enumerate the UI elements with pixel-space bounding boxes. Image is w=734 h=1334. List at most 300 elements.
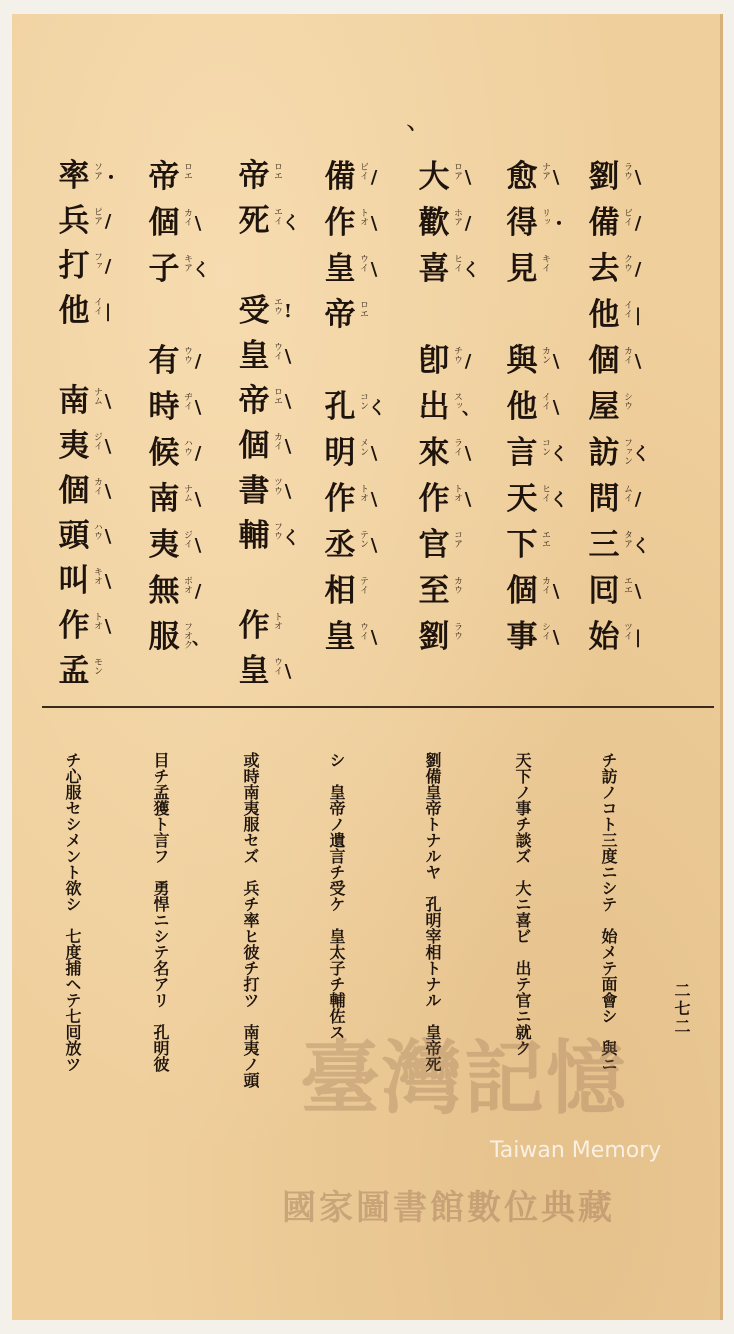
glyph-cell: [410, 522, 480, 568]
reading-annotation: モン: [92, 656, 102, 675]
kanji: 明: [324, 434, 356, 471]
reading-annotation: ボオ: [182, 576, 192, 594]
glyph-cell: [498, 430, 568, 476]
kanji: 始: [588, 618, 620, 655]
glyph-cell: [140, 292, 210, 338]
reading-annotation: ツウ: [272, 476, 282, 495]
tone-mark: \: [284, 391, 292, 412]
tone-mark: く: [462, 260, 480, 281]
tone-mark: !: [284, 301, 292, 322]
reading-annotation: [182, 300, 192, 330]
kanji: 服: [148, 618, 180, 655]
glyph-cell: [410, 476, 480, 522]
kanji: 歡: [418, 204, 450, 241]
glyph-cell: [580, 614, 650, 660]
kanji: 兵: [58, 203, 90, 239]
reading-annotation: ロエ: [272, 161, 282, 180]
watermark-english: Taiwan Memory: [490, 1138, 662, 1163]
kanji: 率: [58, 158, 90, 194]
kanji: 皇: [324, 618, 356, 655]
reading-annotation: イイ: [622, 300, 632, 318]
text-column: [316, 154, 386, 694]
glyph-cell: [230, 424, 300, 469]
text-column: [410, 154, 480, 694]
reading-annotation: カン: [540, 346, 550, 364]
glyph-cell: [230, 334, 300, 379]
reading-annotation: カイ: [272, 431, 282, 450]
kanji: 作: [324, 480, 356, 517]
reading-annotation: [272, 252, 282, 282]
reading-annotation: コン: [358, 392, 368, 410]
reading-annotation: ツイ: [622, 622, 632, 640]
reading-annotation: ライ: [452, 438, 462, 456]
tone-mark: 、: [462, 398, 480, 419]
reading-annotation: [452, 300, 462, 330]
kanji: 夷: [148, 526, 180, 563]
text-column: [230, 154, 300, 694]
tone-mark: \: [552, 166, 560, 188]
kanji: 皇: [238, 338, 270, 374]
kanji: 個: [238, 428, 270, 464]
tone-mark: ・: [102, 167, 120, 189]
tone-mark: く: [550, 444, 568, 465]
glyph-cell: [410, 246, 480, 292]
reading-annotation: ウイ: [358, 622, 368, 640]
tone-mark: \: [370, 258, 378, 280]
glyph-cell: [230, 199, 300, 244]
tone-mark: \: [552, 626, 560, 648]
tone-mark: \: [284, 661, 292, 682]
kanji: 屋: [588, 388, 620, 425]
translation-column: 劉備皇帝トナルヤ 孔明宰相トナル 皇帝死: [423, 752, 442, 1072]
glyph-cell: [140, 522, 210, 568]
glyph-cell: [50, 514, 120, 559]
kanji: 個: [58, 473, 90, 509]
tone-mark: \: [104, 616, 112, 637]
glyph-cell: [50, 649, 120, 694]
kanji: 訪: [588, 434, 620, 471]
kanji: 他: [58, 293, 90, 329]
glyph-cell: [230, 559, 300, 604]
reading-annotation: フオク: [182, 622, 192, 649]
watermark-logo: 臺灣記憶: [300, 1031, 628, 1125]
tone-mark: \: [284, 346, 292, 367]
kanji: 輔: [238, 518, 270, 554]
text-column: [580, 154, 650, 694]
kanji: 官: [418, 526, 450, 563]
translation-column: 目チ孟獲ト言フ 勇悍ニシテ名アリ 孔明彼: [151, 752, 170, 1072]
glyph-cell: [498, 200, 568, 246]
kanji: 出: [418, 388, 450, 425]
tone-mark: \: [552, 350, 560, 372]
glyph-cell: [140, 614, 210, 660]
reading-annotation: トオ: [452, 484, 462, 502]
reading-annotation: カウ: [452, 576, 462, 594]
glyph-cell: [230, 379, 300, 424]
reading-annotation: ジイ: [182, 530, 192, 548]
tone-mark: ・: [550, 214, 568, 235]
kanji: 劉: [418, 618, 450, 655]
kanji: 有: [148, 342, 180, 379]
glyph-cell: [316, 614, 386, 660]
glyph-cell: [410, 614, 480, 660]
tone-mark: \: [104, 391, 112, 412]
tone-mark: く: [632, 536, 650, 557]
glyph-cell: [410, 200, 480, 246]
glyph-cell: [140, 200, 210, 246]
tone-mark: /: [464, 350, 472, 372]
reading-annotation: ホア: [452, 208, 462, 226]
glyph-cell: [316, 568, 386, 614]
tone-mark: |: [634, 304, 642, 326]
glyph-cell: [580, 476, 650, 522]
tone-mark: く: [282, 527, 300, 549]
kanji: 帝: [148, 158, 180, 195]
reading-annotation: ムイ: [622, 484, 632, 502]
reading-annotation: [272, 567, 282, 597]
glyph-cell: [580, 200, 650, 246]
glyph-cell: [316, 200, 386, 246]
glyph-cell: [498, 292, 568, 338]
kanji: 至: [418, 572, 450, 609]
tone-mark: /: [194, 580, 202, 602]
kanji: 夷: [58, 428, 90, 464]
kanji: 受: [238, 293, 270, 329]
kanji: 帝: [324, 296, 356, 333]
reading-annotation: フウ: [272, 521, 282, 540]
glyph-cell: [316, 476, 386, 522]
glyph-cell: [316, 246, 386, 292]
glyph-cell: [498, 154, 568, 200]
kanji: 囘: [588, 572, 620, 609]
glyph-cell: [410, 154, 480, 200]
top-mark: 、: [406, 106, 433, 136]
glyph-cell: [316, 338, 386, 384]
translation-column: 天下ノ事チ談ズ 大ニ喜ビ 出テ官ニ就ク: [513, 752, 532, 1056]
kanji: 得: [506, 204, 538, 241]
glyph-cell: [50, 199, 120, 244]
kanji: 作: [418, 480, 450, 517]
tone-mark: \: [464, 488, 472, 510]
reading-annotation: タア: [622, 530, 632, 548]
reading-annotation: イイ: [92, 296, 102, 315]
reading-annotation: リッ: [540, 208, 550, 226]
text-column: [50, 154, 120, 694]
glyph-cell: [140, 384, 210, 430]
reading-annotation: エエ: [622, 576, 632, 594]
reading-annotation: ロア: [452, 162, 462, 180]
glyph-cell: [580, 292, 650, 338]
kanji: 候: [148, 434, 180, 471]
tone-mark: \: [464, 442, 472, 464]
kanji: 來: [418, 434, 450, 471]
page-number: 二七二: [672, 982, 691, 1036]
glyph-cell: [580, 338, 650, 384]
kanji: 叫: [58, 563, 90, 599]
kanji: 南: [58, 383, 90, 419]
reading-annotation: ジイ: [92, 431, 102, 450]
tone-mark: \: [634, 166, 642, 188]
kanji: 孟: [58, 653, 90, 689]
glyph-cell: [498, 476, 568, 522]
kanji: 他: [588, 296, 620, 333]
kanji: 個: [588, 342, 620, 379]
reading-annotation: キオ: [92, 566, 102, 585]
glyph-cell: [140, 430, 210, 476]
reading-annotation: ウイ: [272, 656, 282, 675]
reading-annotation: トオ: [272, 611, 282, 630]
kanji: 喜: [418, 250, 450, 287]
glyph-cell: [580, 430, 650, 476]
glyph-cell: [50, 469, 120, 514]
reading-annotation: ファン: [622, 438, 632, 465]
kanji: 備: [324, 158, 356, 195]
reading-annotation: カイ: [622, 346, 632, 364]
reading-annotation: ヒイ: [452, 254, 462, 272]
tone-mark: /: [634, 212, 642, 234]
reading-annotation: コン: [540, 438, 550, 456]
reading-annotation: ナア: [540, 162, 550, 180]
reading-annotation: ビイ: [622, 208, 632, 226]
glyph-cell: [316, 292, 386, 338]
tone-mark: 、: [192, 628, 210, 649]
reading-annotation: エウ: [272, 296, 282, 315]
reading-annotation: [540, 300, 550, 330]
translation-column: 或時南夷服セズ 兵チ率ヒ彼チ打ツ 南夷ノ頭: [241, 752, 260, 1088]
reading-annotation: ナム: [92, 386, 102, 405]
tone-mark: く: [192, 260, 210, 281]
tone-mark: \: [370, 442, 378, 464]
kanji: 愈: [506, 158, 538, 195]
tone-mark: \: [284, 436, 292, 457]
tone-mark: \: [370, 534, 378, 556]
reading-annotation: ナム: [182, 484, 192, 502]
tone-mark: /: [464, 212, 472, 234]
tone-mark: /: [104, 211, 112, 232]
kanji: 書: [238, 473, 270, 509]
kanji: 大: [418, 158, 450, 195]
kanji: 孔: [324, 388, 356, 425]
glyph-cell: [50, 424, 120, 469]
tone-mark: \: [552, 396, 560, 418]
glyph-cell: [230, 289, 300, 334]
reading-annotation: ロエ: [272, 386, 282, 405]
tone-mark: く: [368, 398, 386, 419]
kanji: 劉: [588, 158, 620, 195]
glyph-cell: [580, 246, 650, 292]
tone-mark: \: [552, 580, 560, 602]
reading-annotation: ウイ: [358, 254, 368, 272]
tone-mark: /: [370, 166, 378, 188]
kanji: 下: [506, 526, 538, 563]
glyph-cell: [140, 338, 210, 384]
kanji: 頭: [58, 518, 90, 554]
glyph-cell: [580, 384, 650, 430]
translation-column: シ 皇帝ノ遺言チ受ケ 皇太子チ輔佐ス: [327, 752, 346, 1040]
reading-annotation: ロエ: [182, 162, 192, 180]
glyph-cell: [230, 469, 300, 514]
tone-mark: \: [370, 488, 378, 510]
kanji: 帝: [238, 158, 270, 194]
kanji: 三: [588, 526, 620, 563]
kanji: 備: [588, 204, 620, 241]
tone-mark: \: [634, 580, 642, 602]
kanji: 子: [148, 250, 180, 287]
reading-annotation: エイ: [272, 206, 282, 225]
tone-mark: /: [634, 258, 642, 280]
tone-mark: \: [194, 534, 202, 556]
text-column: [498, 154, 568, 694]
reading-annotation: シイ: [540, 622, 550, 640]
glyph-cell: [140, 568, 210, 614]
tone-mark: \: [104, 481, 112, 502]
kanji: 見: [506, 250, 538, 287]
kanji: 個: [506, 572, 538, 609]
watermark-institution: 國家圖書館數位典藏: [282, 1188, 615, 1228]
glyph-cell: [50, 604, 120, 649]
divider-rule: [42, 706, 714, 708]
tone-mark: \: [194, 396, 202, 418]
reading-annotation: ウウ: [182, 346, 192, 364]
kanji: 去: [588, 250, 620, 287]
kanji: 相: [324, 572, 356, 609]
glyph-cell: [498, 338, 568, 384]
kanji: 事: [506, 618, 538, 655]
kanji: 南: [148, 480, 180, 517]
reading-annotation: カイ: [92, 476, 102, 495]
glyph-cell: [316, 430, 386, 476]
glyph-cell: [498, 384, 568, 430]
tone-mark: \: [104, 571, 112, 592]
reading-annotation: カイ: [540, 576, 550, 594]
glyph-cell: [50, 289, 120, 334]
tone-mark: \: [104, 526, 112, 547]
reading-annotation: トオ: [358, 208, 368, 226]
tone-mark: \: [194, 488, 202, 510]
tone-mark: /: [194, 442, 202, 464]
glyph-cell: [316, 154, 386, 200]
tone-mark: く: [632, 444, 650, 465]
reading-annotation: トオ: [358, 484, 368, 502]
tone-mark: \: [194, 212, 202, 234]
reading-annotation: キア: [182, 254, 192, 272]
glyph-cell: [230, 604, 300, 649]
tone-mark: \: [464, 166, 472, 188]
glyph-cell: [140, 154, 210, 200]
kanji: 丞: [324, 526, 356, 563]
glyph-cell: [140, 476, 210, 522]
tone-mark: /: [634, 488, 642, 510]
glyph-cell: [316, 384, 386, 430]
glyph-cell: [410, 338, 480, 384]
reading-annotation: トオ: [92, 611, 102, 630]
reading-annotation: ファ: [92, 251, 102, 270]
tone-mark: \: [284, 481, 292, 502]
glyph-cell: [410, 292, 480, 338]
glyph-cell: [498, 522, 568, 568]
glyph-cell: [230, 154, 300, 199]
kanji: 皇: [238, 653, 270, 689]
kanji: 個: [148, 204, 180, 241]
glyph-cell: [230, 514, 300, 559]
kanji: 作: [238, 608, 270, 644]
tone-mark: \: [634, 350, 642, 372]
kanji: 打: [58, 248, 90, 284]
glyph-cell: [410, 568, 480, 614]
reading-annotation: テン: [358, 530, 368, 548]
reading-annotation: クウ: [622, 254, 632, 272]
glyph-cell: [498, 246, 568, 292]
glyph-cell: [580, 522, 650, 568]
glyph-cell: [498, 568, 568, 614]
reading-annotation: キイ: [540, 254, 550, 272]
kanji: 帝: [238, 383, 270, 419]
reading-annotation: チウ: [452, 346, 462, 364]
reading-annotation: イイ: [540, 392, 550, 410]
glyph-cell: [498, 614, 568, 660]
reading-annotation: コア: [452, 530, 462, 548]
glyph-cell: [230, 649, 300, 694]
translation-column: チ訪ノコト三度ニシテ 始メテ面會シ 與ニ: [599, 752, 618, 1072]
kanji: 無: [148, 572, 180, 609]
kanji: 時: [148, 388, 180, 425]
reading-annotation: ソア: [92, 161, 102, 180]
reading-annotation: ウイ: [272, 341, 282, 360]
glyph-cell: [580, 568, 650, 614]
tone-mark: \: [370, 212, 378, 234]
kanji: 與: [506, 342, 538, 379]
tone-mark: く: [282, 212, 300, 234]
reading-annotation: スッ: [452, 392, 462, 410]
reading-annotation: カイ: [182, 208, 192, 226]
reading-annotation: ハウ: [92, 521, 102, 540]
reading-annotation: [358, 346, 368, 376]
reading-annotation: ハウ: [182, 438, 192, 456]
kanji: 問: [588, 480, 620, 517]
reading-annotation: ヂイ: [182, 392, 192, 410]
tone-mark: |: [104, 301, 112, 322]
kanji: 天: [506, 480, 538, 517]
tone-mark: \: [104, 436, 112, 457]
glyph-cell: [50, 559, 120, 604]
tone-mark: /: [104, 256, 112, 277]
reading-annotation: シウ: [622, 392, 632, 410]
reading-annotation: ロエ: [358, 300, 368, 318]
translation-column: チ心服セシメント欲シ 七度捕ヘテ七囘放ツ: [63, 752, 82, 1072]
tone-mark: |: [634, 626, 642, 648]
kanji: 皇: [324, 250, 356, 287]
reading-annotation: [92, 342, 102, 372]
reading-annotation: ラウ: [622, 162, 632, 180]
tone-mark: /: [194, 350, 202, 372]
glyph-cell: [50, 154, 120, 199]
book-page: [12, 14, 723, 1320]
kanji: 作: [58, 608, 90, 644]
tone-mark: \: [370, 626, 378, 648]
reading-annotation: メン: [358, 438, 368, 456]
glyph-cell: [50, 244, 120, 289]
glyph-cell: [316, 522, 386, 568]
kanji: 死: [238, 203, 270, 239]
glyph-cell: [410, 384, 480, 430]
reading-annotation: ヒイ: [540, 484, 550, 502]
glyph-cell: [50, 334, 120, 379]
reading-annotation: ラウ: [452, 622, 462, 640]
reading-annotation: テイ: [358, 576, 368, 594]
glyph-cell: [580, 154, 650, 200]
glyph-cell: [410, 430, 480, 476]
tone-mark: く: [550, 490, 568, 511]
